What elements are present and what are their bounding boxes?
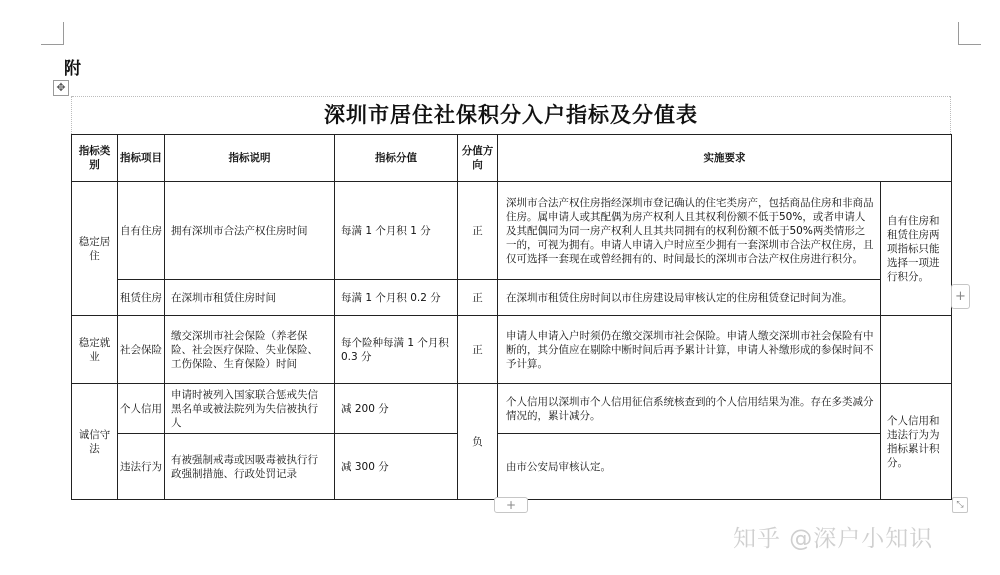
table-row-own-housing	[72, 182, 952, 280]
table-row-personal-credit	[72, 384, 952, 434]
desc-illegal-behavior: 有被强制戒毒或因吸毒被执行行政强制措施、行政处罚记录	[165, 434, 335, 500]
page-corner-mark-top-right	[958, 22, 981, 45]
table-title-border-top	[72, 96, 950, 97]
desc-personal-credit: 申请时被列入国家联合惩戒失信黑名单或被法院列为失信被执行人	[165, 384, 335, 434]
table-move-handle-icon[interactable]: ✥	[53, 80, 69, 96]
direction-integrity: 负	[458, 384, 498, 500]
add-column-button[interactable]: +	[951, 284, 970, 309]
header-item: 指标项目	[118, 135, 165, 182]
table-row-rent-housing	[72, 280, 952, 316]
score-social-insurance: 每个险种每满 1 个月积 0.3 分	[335, 316, 458, 384]
add-row-button[interactable]: +	[494, 497, 528, 513]
requirement-personal-credit: 个人信用以深圳市个人信用征信系统核查到的个人信用结果为准。存在多类减分情况的，累计减分。	[498, 384, 881, 434]
requirement-rent-housing: 在深圳市租赁住房时间以市住房建设局审核认定的住房租赁登记时间为准。	[498, 280, 881, 316]
table-header-row	[72, 135, 952, 182]
score-illegal-behavior: 减 300 分	[335, 434, 458, 500]
item-social-insurance: 社会保险	[118, 316, 165, 384]
score-personal-credit: 减 200 分	[335, 384, 458, 434]
item-rent-housing: 租赁住房	[118, 280, 165, 316]
table-title-border-right	[950, 96, 951, 134]
header-requirement: 实施要求	[498, 135, 952, 182]
item-illegal-behavior: 违法行为	[118, 434, 165, 500]
score-rent-housing: 每满 1 个月积 0.2 分	[335, 280, 458, 316]
page-corner-mark-top-left	[41, 22, 64, 45]
points-table	[71, 134, 952, 500]
table-resize-handle-icon[interactable]: ⤡	[952, 497, 968, 513]
category-employment: 稳定就业	[72, 316, 118, 384]
note-employment-empty	[881, 316, 952, 384]
note-housing: 自有住房和租赁住房两项指标只能选择一项进行积分。	[881, 182, 952, 316]
direction-own-housing: 正	[458, 182, 498, 280]
header-description: 指标说明	[165, 135, 335, 182]
direction-rent-housing: 正	[458, 280, 498, 316]
item-personal-credit: 个人信用	[118, 384, 165, 434]
header-direction: 分值方向	[458, 135, 498, 182]
direction-social-insurance: 正	[458, 316, 498, 384]
header-score: 指标分值	[335, 135, 458, 182]
note-integrity: 个人信用和违法行为为指标累计积分。	[881, 384, 952, 500]
document-title: 深圳市居住社保积分入户指标及分值表	[324, 102, 698, 127]
requirement-social-insurance: 申请人申请入户时须仍在缴交深圳市社会保险。申请人缴交深圳市社会保险有中断的，其分值应在剔除中断时间后再予累计计算，申请人补缴形成的参保时间不予计算。	[498, 316, 881, 384]
requirement-own-housing: 深圳市合法产权住房指经深圳市登记确认的住宅类房产，包括商品住房和非商品住房。属申请人或其配偶为房产权利人且其权利份额不低于50%，或者申请人及其配偶同为同一房产权利人且其共同拥有的权利份额不低于50%两类情形之一的，可视为拥有。申请人申请入户时应至少拥有一套深圳市合法产权住房，且仅可选择一套现在或曾经拥有的、时间最长的深圳市合法产权住房进行积分。	[498, 182, 881, 280]
attachment-label: 附	[64, 59, 81, 79]
category-integrity: 诚信守法	[72, 384, 118, 500]
item-own-housing: 自有住房	[118, 182, 165, 280]
requirement-illegal-behavior: 由市公安局审核认定。	[498, 434, 881, 500]
watermark-text: 知乎 @深户小知识	[733, 526, 934, 552]
desc-social-insurance: 缴交深圳市社会保险（养老保险、社会医疗保险、失业保险、工伤保险、生育保险）时间	[165, 316, 335, 384]
category-housing: 稳定居住	[72, 182, 118, 316]
desc-own-housing: 拥有深圳市合法产权住房时间	[165, 182, 335, 280]
table-row-social-insurance	[72, 316, 952, 384]
desc-rent-housing: 在深圳市租赁住房时间	[165, 280, 335, 316]
score-own-housing: 每满 1 个月积 1 分	[335, 182, 458, 280]
table-row-illegal-behavior	[72, 434, 952, 500]
header-category: 指标类别	[72, 135, 118, 182]
